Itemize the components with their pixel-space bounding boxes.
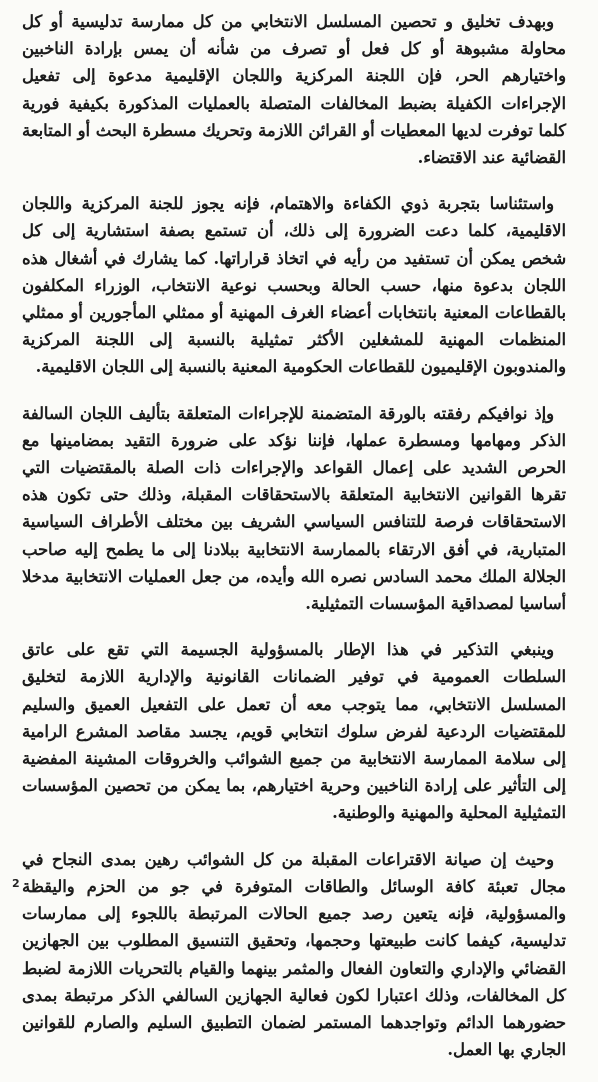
page-number: 2 xyxy=(12,877,20,890)
paragraph-1: وبهدف تخليق و تحصين المسلسل الانتخابي من كل ممارسة تدليسية أو كل محاولة مشبوهة أو كل فعل أو تصرف من شأنه أن يمس بإرادة الناخبين واختيارهم الحر، فإن اللجنة المركزية واللجان الإقليمية مدعوة إلى تفعيل الإجراءات الكفيلة بضبط المخالفات المتصلة بالعمليات المذكورة بكيفية فورية كلما توفرت لديها المعطيات أو القرائن اللازمة وتحريك مسطرة البحث أو المتابعة القضائية عند الاقتضاء. xyxy=(22,12,566,168)
paragraph-3: وإذ نوافيكم رفقته بالورقة المتضمنة للإجراءات المتعلقة بتأليف اللجان السالفة الذكر ومهامها ومسطرة عملها، فإننا نؤكد على ضرورة التقيد بمضامينها مع الحرص الشديد على إعمال القواعد والإجراءات ذات الصلة بالمقتضيات التي تقرها القوانين الانتخابية المتعلقة بالاستحقاقات المقبلة، وذلك حتى تكون هذه الاستحقاقات فرصة للتنافس السياسي الشريف بين مختلف الأطراف السياسية المتبارية، في أفق الارتقاء بالممارسة الانتخابية ببلادنا إلى ما يطمح إليه صاحب الجلالة الملك محمد السادس نصره الله وأيده، من جعل العمليات الانتخابية مدخلا أساسيا لمصداقية المؤسسات التمثيلية. xyxy=(22,403,566,614)
body-text xyxy=(22,8,566,1082)
paragraph-2: واستئناسا بتجربة ذوي الكفاءة والاهتمام، فإنه يجوز للجنة المركزية واللجان الاقليمية، كلما دعت الضرورة إلى ذلك، أن تستمع بصفة استشارية إلى كل شخص يمكن أن تستفيد من رأيه في اتخاذ قراراتها. كما يشارك في أشغال هذه اللجان بدعوة منها، حسب الحالة وبحسب نوعية الانتخاب، الوزراء المكلفون بالقطاعات المعنية بانتخابات أعضاء الغرف المهنية أو ممثلي المأجورين أو ممثلي المنظمات المهنية للمشغلين الأكثر تمثيلية بالنسبة إلى اللجنة المركزية والمندوبون الإقليميون للقطاعات الحكومية المعنية بالنسبة إلى اللجان الاقليمية. xyxy=(22,194,566,377)
paragraph-5: وحيث إن صيانة الاقتراعات المقبلة من كل الشوائب رهين بمدى النجاح في مجال تعبئة كافة الوسائل والطاقات المتوفرة في جو من الحزم واليقظة والمسؤولية، فإنه يتعين رصد جميع الحالات المرتبطة باللجوء إلى ممارسات تدليسية، كيفما كانت طبيعتها وحجمها، وتحقيق التنسيق المطلوب بين الجهازين القضائي والإداري والتعاون الفعال والمثمر بينهما والقيام بالتحريات اللازمة لضبط كل المخالفات، وذلك اعتبارا لكون فعالية الجهازين السالفي الذكر مرتبطة بمدى حضورهما الدائم وتواجدهما المستمر لضمان التطبيق السليم والصارم للقوانين الجاري بها العمل. xyxy=(22,849,566,1060)
paragraph-4: وينبغي التذكير في هذا الإطار بالمسؤولية الجسيمة التي تقع على عاتق السلطات العمومية في توفير الضمانات القانونية والإدارية اللازمة لتخليق المسلسل الانتخابي، مما يتوجب معه أن تعمل على التفعيل العميق والسليم للمقتضيات الردعية لفرض سلوك انتخابي قويم، يجسد مقاصد المشرع الرامية إلى سلامة الممارسة الانتخابية من جميع الشوائب والخروقات المشينة المفضية إلى التأثير على إرادة الناخبين وحرية اختيارهم، بما يمكن من تحصين المؤسسات التمثيلية المحلية والمهنية والوطنية. xyxy=(22,640,566,823)
